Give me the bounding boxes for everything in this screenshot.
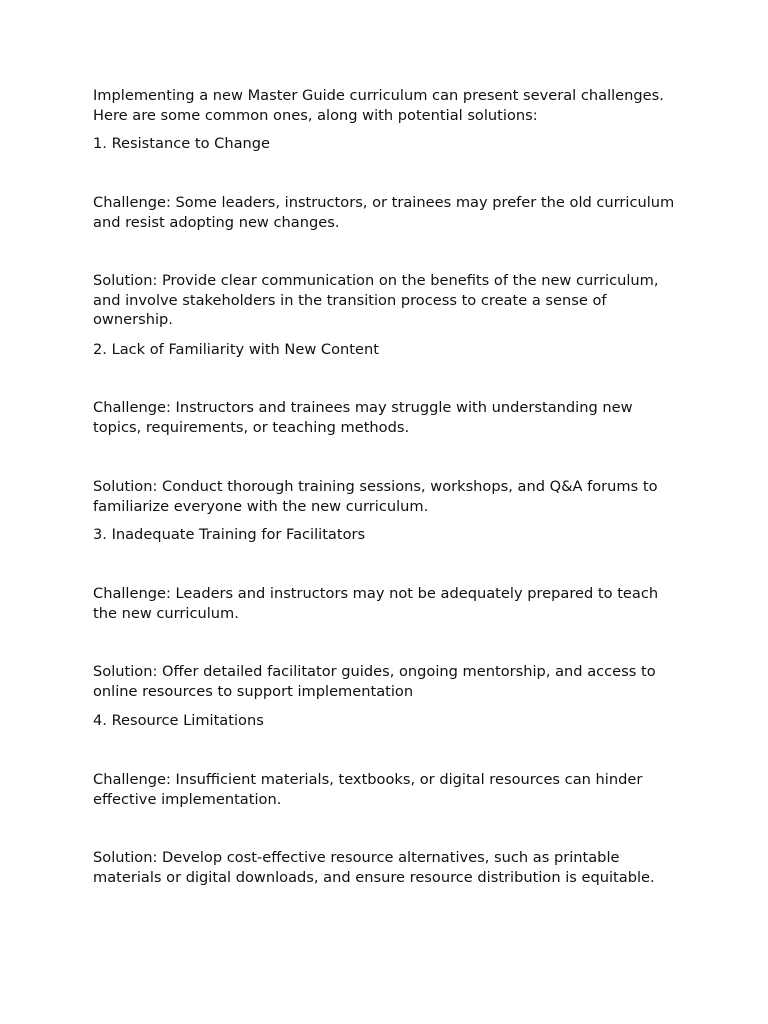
challenge-paragraph: Challenge: Insufficient materials, textbooks, or digital resources can hinder effective implementation. (93, 771, 643, 808)
challenge-paragraph: Challenge: Leaders and instructors may not be adequately prepared to teach the new curriculum. (93, 585, 659, 622)
section-heading: 1. Resistance to Change (93, 135, 271, 152)
section-heading: 4. Resource Limitations (93, 712, 264, 729)
intro-paragraph: Implementing a new Master Guide curriculum can present several challenges. Here are some common ones, along with potential solutions: (93, 87, 664, 124)
solution-paragraph: Solution: Provide clear communication on the benefits of the new curriculum, and involve stakeholders in the transition process to create a sense of ownership. (93, 272, 659, 328)
challenge-paragraph: Challenge: Some leaders, instructors, or trainees may prefer the old curriculum and resist adopting new changes. (93, 194, 675, 231)
solution-paragraph: Solution: Develop cost-effective resource alternatives, such as printable materials or digital downloads, and ensure resource distribution is equitable. (93, 849, 655, 886)
section-heading: 2. Lack of Familiarity with New Content (93, 341, 379, 358)
challenge-paragraph: Challenge: Instructors and trainees may struggle with understanding new topics, requirements, or teaching methods. (93, 399, 633, 436)
section-heading: 3. Inadequate Training for Facilitators (93, 526, 366, 543)
solution-paragraph: Solution: Conduct thorough training sessions, workshops, and Q&A forums to familiarize everyone with the new curriculum. (93, 478, 658, 515)
solution-paragraph: Solution: Offer detailed facilitator guides, ongoing mentorship, and access to online resources to support implementation (93, 663, 656, 700)
